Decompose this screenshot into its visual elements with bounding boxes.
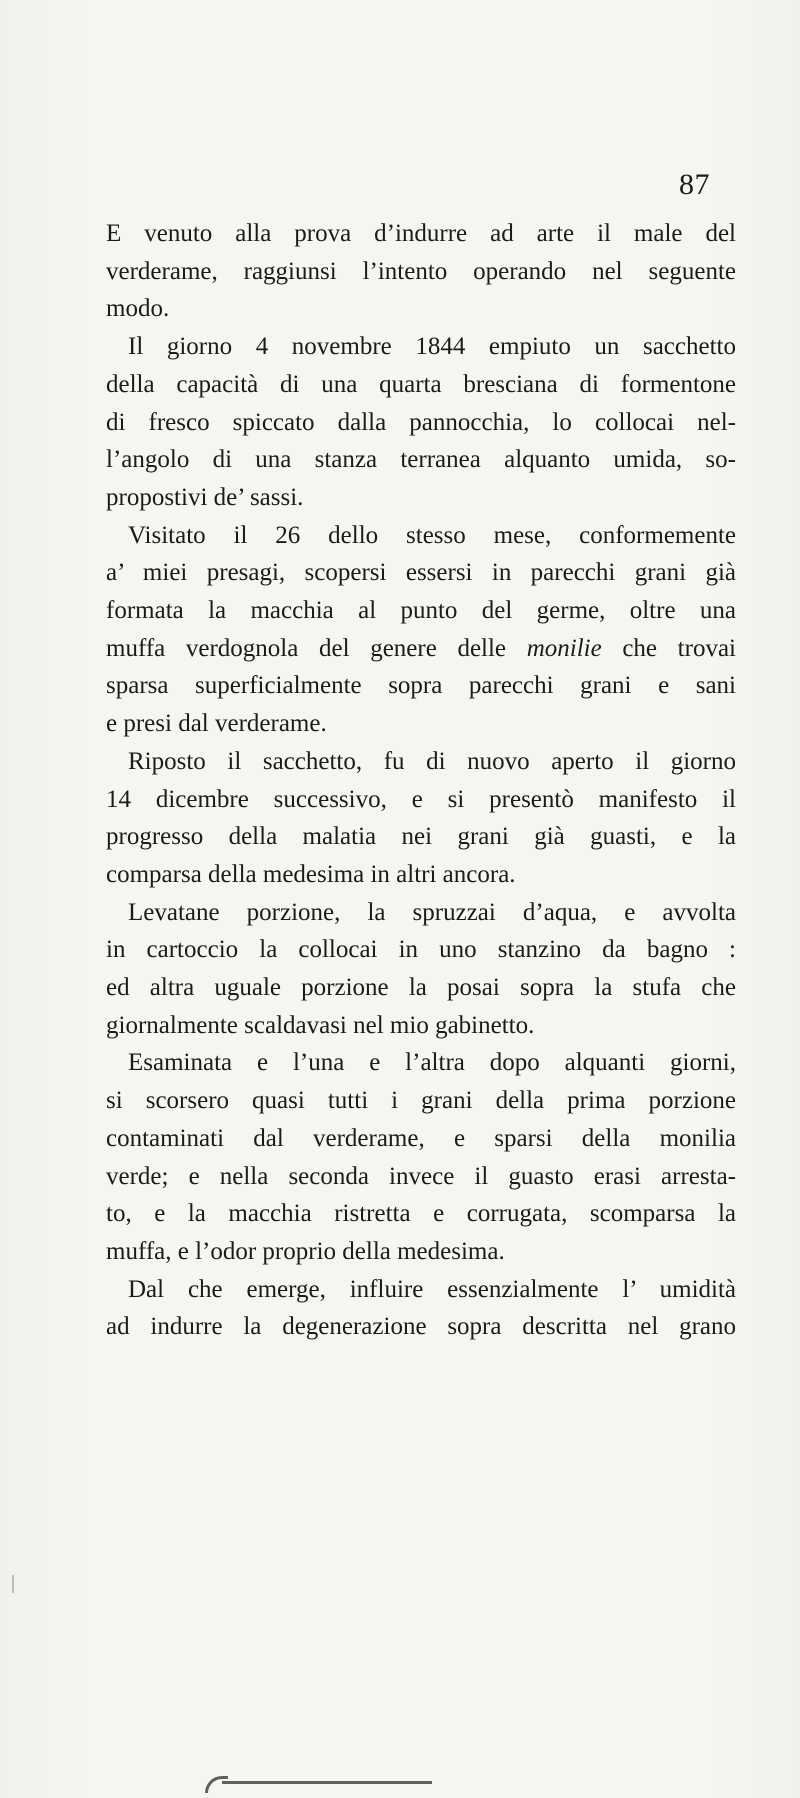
bottom-rule (222, 1781, 432, 1784)
text-line: progresso della malatia nei grani già guasti, e la (106, 823, 736, 851)
page-number: 87 (679, 168, 710, 201)
text-line: di fresco spiccato dalla pannocchia, lo collocai nel- (106, 408, 736, 436)
text-line: giornalmente scaldavasi nel mio gabinetto. (106, 1011, 535, 1039)
text-line: della capacità di una quarta bresciana di formentone (106, 370, 736, 398)
text-line: verde; e nella seconda invece il guasto erasi arresta- (106, 1162, 736, 1190)
text-line: propostivi de’ sassi. (106, 483, 304, 511)
text-line: comparsa della medesima in altri ancora. (106, 860, 516, 888)
text-line: Visitato il 26 dello stesso mese, conformemente (128, 521, 736, 549)
text-line: Esaminata e l’una e l’altra dopo alquanti giorni, (128, 1049, 736, 1077)
text-line: 14 dicembre successivo, e si presentò manifesto il (106, 785, 736, 813)
text-line: to, e la macchia ristretta e corrugata, scomparsa la (106, 1200, 736, 1228)
page-edge-mark (12, 1575, 14, 1593)
text-line: l’angolo di una stanza terranea alquanto umida, so- (106, 446, 736, 474)
text-line: muffa, e l’odor proprio della medesima. (106, 1237, 505, 1265)
text-line: ed altra uguale porzione la posai sopra la stufa che (106, 974, 736, 1002)
text-line: si scorsero quasi tutti i grani della prima porzione (106, 1087, 736, 1115)
text-line: a’ miei presagi, scopersi essersi in parecchi grani già (106, 559, 736, 587)
text-line: e presi dal verderame. (106, 710, 327, 738)
text-line: formata la macchia al punto del germe, oltre una (106, 597, 736, 625)
text-line: Riposto il sacchetto, fu di nuovo aperto il giorno (128, 747, 736, 775)
text-line: sparsa superficialmente sopra parecchi grani e sani (106, 672, 736, 700)
italic-term: monilie (526, 634, 602, 662)
body-text (106, 215, 736, 1346)
text-line: verderame, raggiunsi l’intento operando nel seguente (106, 257, 736, 285)
text-line: in cartoccio la collocai in uno stanzino da bagno : (106, 936, 736, 964)
text-line: contaminati dal verderame, e sparsi della monilia (106, 1124, 736, 1152)
text-line: muffa verdognola del genere delle monilie che trovai (106, 634, 736, 662)
text-line: Dal che emerge, influire essenzialmente l’ umidità (128, 1275, 736, 1303)
text-line: modo. (106, 295, 170, 323)
text-line: E venuto alla prova d’indurre ad arte il male del (106, 220, 736, 247)
text-line: Levatane porzione, la spruzzai d’aqua, e avvolta (128, 898, 736, 926)
text-line: ad indurre la degenerazione sopra descritta nel grano (106, 1313, 736, 1341)
text-line: Il giorno 4 novembre 1844 empiuto un sacchetto (128, 333, 736, 361)
bottom-rule-flourish (205, 1776, 228, 1793)
